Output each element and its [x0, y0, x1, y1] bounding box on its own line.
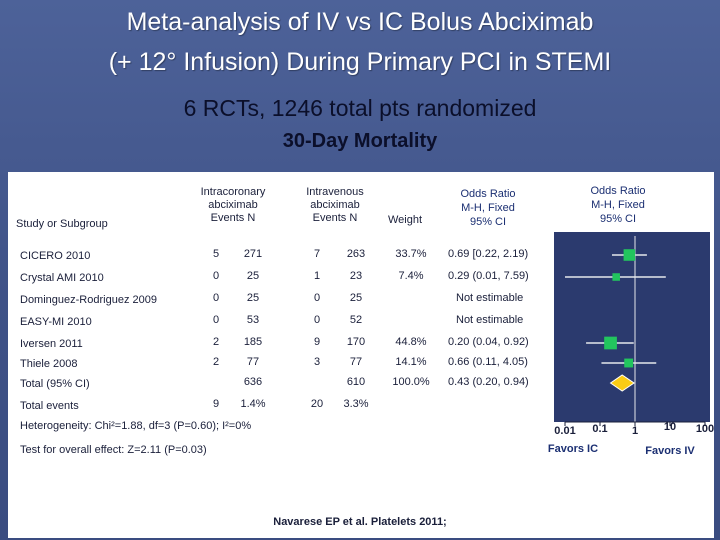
- total-label: Total (95% CI): [20, 378, 90, 390]
- row-2-study: Dominguez-Rodriguez 2009: [20, 294, 157, 306]
- row-5-ic-events: 2: [212, 356, 220, 368]
- row-4-iv-events: 9: [313, 336, 321, 348]
- row-3-ic-events: 0: [212, 314, 220, 326]
- forest-table-panel: [8, 172, 714, 538]
- row-4-study: Iversen 2011: [20, 338, 83, 350]
- overall-effect-text: Test for overall effect: Z=2.11 (P=0.03): [20, 444, 207, 456]
- row-4-iv-n: 170: [346, 336, 366, 348]
- header-or-title: Odds Ratio: [460, 188, 516, 200]
- row-2-iv-events: 0: [313, 292, 321, 304]
- study-box-5: [624, 359, 633, 368]
- header-or-ci: 95% CI: [469, 216, 507, 228]
- row-2-ic-events: 0: [212, 292, 220, 304]
- row-2-iv-n: 25: [349, 292, 363, 304]
- study-box-0: [624, 249, 636, 261]
- row-0-ic-n: 271: [243, 248, 263, 260]
- header-or-method: M-H, Fixed: [461, 202, 515, 214]
- total-events-iv: 20: [310, 398, 324, 410]
- row-1-ic-n: 25: [246, 270, 260, 282]
- header-iv-title: Intravenous: [306, 186, 364, 198]
- row-0-iv-events: 7: [313, 248, 321, 260]
- row-4-ic-events: 2: [212, 336, 220, 348]
- header-iv-cols: Events N: [312, 212, 358, 224]
- row-4-ic-n: 185: [243, 336, 263, 348]
- total-events-ic-pct: 1.4%: [240, 398, 266, 410]
- total-events-iv-pct: 3.3%: [343, 398, 369, 410]
- row-5-iv-events: 3: [313, 356, 321, 368]
- row-5-ic-n: 77: [246, 356, 260, 368]
- favors-right-label: Favors IV: [645, 445, 695, 457]
- section-title: 30-Day Mortality: [282, 130, 438, 152]
- row-1-weight: 7.4%: [398, 270, 424, 282]
- header-plot-title: Odds Ratio: [590, 185, 646, 197]
- row-0-study: CICERO 2010: [20, 250, 91, 262]
- row-3-iv-n: 52: [349, 314, 363, 326]
- header-study: Study or Subgroup: [16, 218, 108, 230]
- row-3-ic-n: 53: [246, 314, 260, 326]
- total-iv-n: 610: [346, 376, 366, 388]
- study-box-4: [604, 337, 617, 350]
- row-5-or: 0.66 (0.11, 4.05): [448, 356, 528, 368]
- header-ic-title: Intracoronary: [200, 186, 266, 198]
- row-4-weight: 44.8%: [395, 336, 427, 348]
- row-3-or: Not estimable: [456, 314, 524, 326]
- row-1-study: Crystal AMI 2010: [20, 272, 104, 284]
- row-3-study: EASY-MI 2010: [20, 316, 92, 328]
- tick-label-4: 100: [695, 423, 714, 435]
- row-2-or: Not estimable: [456, 292, 524, 304]
- tick-label-2: 1: [631, 425, 639, 437]
- total-or: 0.43 (0.20, 0.94): [448, 376, 529, 388]
- study-box-1: [612, 273, 620, 281]
- row-1-iv-n: 23: [349, 270, 363, 282]
- total-ic-n: 636: [243, 376, 263, 388]
- tick-label-3: 10: [663, 421, 677, 433]
- row-0-weight: 33.7%: [395, 248, 427, 260]
- forest-plot: [8, 172, 714, 538]
- favors-left-label: Favors IC: [547, 443, 599, 455]
- header-iv-sub: abciximab: [310, 199, 360, 211]
- heterogeneity-text: Heterogeneity: Chi²=1.88, df=3 (P=0.60); I²=0%: [20, 420, 252, 432]
- row-0-iv-n: 263: [346, 248, 366, 260]
- row-1-or: 0.29 (0.01, 7.59): [448, 270, 529, 282]
- row-0-or: 0.69 [0.22, 2.19): [448, 248, 529, 260]
- row-5-study: Thiele 2008: [20, 358, 78, 370]
- reference-citation: Navarese EP et al. Platelets 2011;: [273, 516, 447, 528]
- header-plot-method: M-H, Fixed: [591, 199, 645, 211]
- title-line-2: (+ 12° Infusion) During Primary PCI in STEMI: [108, 48, 612, 76]
- subtitle: 6 RCTs, 1246 total pts randomized: [183, 95, 537, 121]
- header-plot-ci: 95% CI: [599, 213, 637, 225]
- row-5-weight: 14.1%: [395, 356, 427, 368]
- row-2-ic-n: 25: [246, 292, 260, 304]
- header-ic-sub: abciximab: [208, 199, 258, 211]
- row-3-iv-events: 0: [313, 314, 321, 326]
- tick-label-1: 0.1: [592, 423, 608, 435]
- header-weight: Weight: [388, 214, 423, 226]
- total-weight: 100.0%: [392, 376, 430, 388]
- total-events-label: Total events: [20, 400, 79, 412]
- header-ic-cols: Events N: [210, 212, 256, 224]
- row-1-iv-events: 1: [313, 270, 321, 282]
- tick-label-0: 0.01: [554, 425, 576, 437]
- row-0-ic-events: 5: [212, 248, 220, 260]
- total-events-ic: 9: [212, 398, 220, 410]
- row-1-ic-events: 0: [212, 270, 220, 282]
- title-line-1: Meta-analysis of IV vs IC Bolus Abciximab: [126, 8, 594, 36]
- row-4-or: 0.20 (0.04, 0.92): [448, 336, 529, 348]
- row-5-iv-n: 77: [349, 356, 363, 368]
